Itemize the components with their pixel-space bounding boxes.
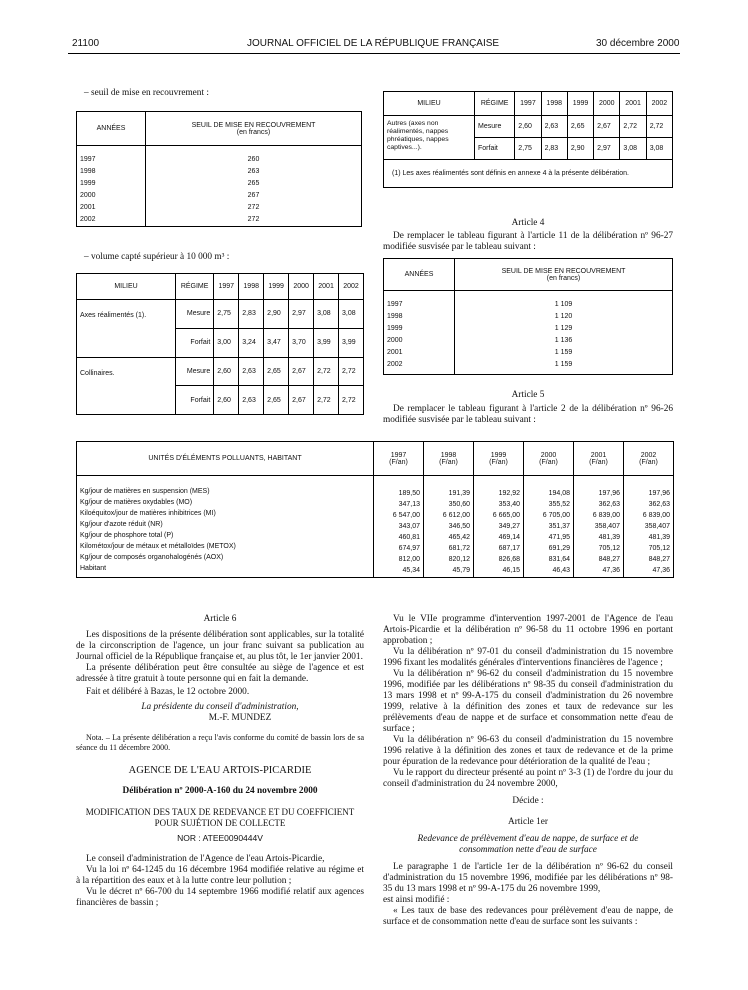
year: 1999 xyxy=(80,180,96,187)
rate-value: 46,15 xyxy=(502,566,520,574)
nor-code: NOR : ATEE0090444V xyxy=(177,833,263,843)
th-year: 2000 xyxy=(289,274,314,300)
rate-value: 46,43 xyxy=(552,566,570,574)
rate-value: 349,27 xyxy=(498,522,520,530)
seuil-value: 1 120 xyxy=(554,313,573,320)
deliberation-title: Délibération nº 2000-A-160 du 24 novembre 2000 xyxy=(122,786,318,796)
year: 1998 xyxy=(387,313,403,320)
rate-cell: 2,60 xyxy=(515,116,541,138)
article-1-title: Article 1er xyxy=(507,817,548,827)
vu-loi-paragraph: Vu la loi nº 64-1245 du 16 décembre 1964 modifiée relative au régime et à la répartition des eaux et à la lutte contre leur pollution ; xyxy=(76,865,364,886)
year: 1999 xyxy=(387,325,403,332)
right-column-bottom xyxy=(383,614,673,928)
year-label: 1997 xyxy=(390,451,407,459)
vu-rapport-paragraph: Vu le rapport du directeur présenté au point nº 3-3 (1) de l'ordre du jour du conseil d'administration du 24 novembre 2000, xyxy=(383,768,673,789)
rate-value: 45,79 xyxy=(452,566,470,574)
volume-intro: – volume capté supérieur à 10 000 m³ : xyxy=(84,252,230,262)
milieu-cell: Axes réalimentés (1). xyxy=(77,300,176,358)
rate-cell: 2,97 xyxy=(289,300,314,329)
milieu-table-1 xyxy=(76,273,364,415)
rate-value: 350,60 xyxy=(448,500,470,508)
rate-value: 191,39 xyxy=(448,489,470,497)
col-seuil-title: SEUIL DE MISE EN RECOUVREMENT xyxy=(191,121,316,129)
regime-cell: Forfait xyxy=(475,138,515,160)
rate-cell: 3,08 xyxy=(620,138,646,160)
year-label: 2000 xyxy=(540,451,557,459)
rate-cell: 2,63 xyxy=(239,386,264,415)
seuil-value: 272 xyxy=(247,204,260,211)
rate-cell: 2,65 xyxy=(264,386,289,415)
rate-cell: 3,70 xyxy=(289,328,314,357)
rate-value: 47,36 xyxy=(652,566,670,574)
rate-cell: 2,65 xyxy=(264,357,289,386)
polluants-table xyxy=(76,441,674,578)
rate-cell: 2,60 xyxy=(214,386,239,415)
seuil-value: 1 136 xyxy=(554,337,573,344)
label-column xyxy=(77,476,374,578)
rate-value: 687,17 xyxy=(498,544,520,552)
th-year: 2002 xyxy=(646,92,672,116)
vu-programme-paragraph: Vu le VIIe programme d'intervention 1997-2001 de l'Agence de l'eau Artois-Picardie et la délibération nº 96-58 du 11 octobre 1996 en portant approbation ; xyxy=(383,614,673,646)
pollutant-label: Kg/jour de composés organohalogénés (AOX) xyxy=(80,554,224,561)
th-year xyxy=(474,442,524,476)
th-year: 2000 xyxy=(594,92,620,116)
nota: Nota. – La présente délibération a reçu l'avis conforme du comité de bassin lors de sa séance du 11 décembre 2000. xyxy=(76,733,364,752)
article-6-title: Article 6 xyxy=(203,614,237,624)
regime-cell: Mesure xyxy=(176,357,214,386)
year: 1997 xyxy=(387,301,403,308)
seuil-value: 260 xyxy=(247,156,260,163)
rate-value: 192,92 xyxy=(498,489,520,497)
year: 2000 xyxy=(80,192,96,199)
vu-97-01-paragraph: Vu la délibération nº 97-01 du conseil d'administration du 15 novembre 1996 fixant les modalités générales d'interventions financières de l'agence ; xyxy=(383,647,673,668)
th-milieu: MILIEU xyxy=(77,274,176,300)
value-column xyxy=(624,476,674,578)
year: 2002 xyxy=(387,361,403,368)
rate-cell: 2,63 xyxy=(541,116,567,138)
year-label: 2001 xyxy=(590,451,607,459)
rate-cell: 2,90 xyxy=(567,138,593,160)
rate-value: 197,96 xyxy=(648,489,670,497)
rate-cell: 2,97 xyxy=(594,138,620,160)
value-column xyxy=(374,476,424,578)
year: 2002 xyxy=(80,216,96,223)
pollutant-label: Kg/jour de matières oxydables (MO) xyxy=(80,499,193,506)
th-year: 1999 xyxy=(264,274,289,300)
year-label: 1999 xyxy=(490,451,507,459)
seuil-table-2 xyxy=(383,258,673,375)
rate-value: 831,64 xyxy=(548,555,570,563)
th-year: 2001 xyxy=(620,92,646,116)
year-label: 1998 xyxy=(440,451,457,459)
pollutant-label: Habitant xyxy=(80,565,107,572)
rate-value: 691,29 xyxy=(548,544,570,552)
redevance-title: Redevance de prélèvement d'eau de nappe, de surface et de consommation nette d'eau de surface xyxy=(417,834,639,855)
article-6-p1: Les dispositions de la présente délibération sont applicables, sur la totalité de la circonscription de l'agence, un jour franc suivant sa publication au Journal officiel de la République française et, au plus tôt, le 1er janvier 2001. xyxy=(76,630,364,662)
seuil-value: 263 xyxy=(247,168,260,175)
unit-label: (F/an) xyxy=(489,458,508,466)
years-cell xyxy=(384,291,455,375)
journal-title: JOURNAL OFFICIEL DE LA RÉPUBLIQUE FRANÇAISE xyxy=(247,38,500,49)
rate-value: 6 665,00 xyxy=(492,511,520,519)
rate-value: 471,95 xyxy=(548,533,570,541)
agency-title: AGENCE DE L'EAU ARTOIS-PICARDIE xyxy=(128,765,312,776)
regime-cell: Forfait xyxy=(176,386,214,415)
rate-cell: 2,72 xyxy=(339,386,364,415)
col-seuil xyxy=(455,259,673,291)
year: 2000 xyxy=(387,337,403,344)
rate-cell: 2,67 xyxy=(289,386,314,415)
values-cell xyxy=(455,291,673,375)
unit-label: (F/an) xyxy=(389,458,408,466)
vu-decret-paragraph: Vu le décret nº 66-700 du 14 septembre 1966 modifié relatif aux agences financières de bassin ; xyxy=(76,887,364,908)
pollutant-label: Kg/jour de phosphore total (P) xyxy=(80,532,174,539)
col-annees: ANNÉES xyxy=(384,259,455,291)
th-year: 1998 xyxy=(541,92,567,116)
rate-value: 45,34 xyxy=(402,566,420,574)
rate-cell: 2,75 xyxy=(214,300,239,329)
rate-value: 705,12 xyxy=(598,544,620,552)
milieu-cell: Collinaires. xyxy=(77,357,176,415)
article-1-p1: Le paragraphe 1 de l'article 1er de la délibération nº 96-62 du conseil d'administration du 15 novembre 1996, modifiée par les délibérations nº 98-35 du 13 mars 1998 et nº 99-A-175 du 26 novembre 1999, xyxy=(383,862,673,894)
seuil-value: 1 129 xyxy=(554,325,573,332)
rate-cell: 2,83 xyxy=(541,138,567,160)
th-year: 1999 xyxy=(567,92,593,116)
article-1-p2: est ainsi modifié : xyxy=(383,895,450,905)
th-year: 2002 xyxy=(339,274,364,300)
rate-value: 681,72 xyxy=(448,544,470,552)
th-year xyxy=(524,442,574,476)
rate-value: 189,50 xyxy=(398,489,420,497)
rate-value: 6 547,00 xyxy=(392,511,420,519)
article-1-p3: « Les taux de base des redevances pour prélèvement d'eau de nappe, de surface et de consommation nette d'eau de surface sont les suivants : xyxy=(383,906,673,927)
value-column xyxy=(524,476,574,578)
year: 2001 xyxy=(387,349,403,356)
rate-value: 194,08 xyxy=(548,489,570,497)
th-regime: RÉGIME xyxy=(176,274,214,300)
year: 1998 xyxy=(80,168,96,175)
col-seuil-unit: (en francs) xyxy=(236,128,271,136)
article-4-title: Article 4 xyxy=(511,218,545,228)
col-seuil xyxy=(146,112,362,146)
seuil-value: 267 xyxy=(247,192,260,199)
rate-value: 848,27 xyxy=(598,555,620,563)
rate-value: 353,40 xyxy=(498,500,520,508)
rate-value: 481,39 xyxy=(598,533,620,541)
rate-cell: 2,72 xyxy=(314,386,339,415)
article-6-p3: Fait et délibéré à Bazas, le 12 octobre 2000. xyxy=(86,687,250,697)
th-regime: RÉGIME xyxy=(475,92,515,116)
modification-title: MODIFICATION DES TAUX DE REDEVANCE ET DU COEFFICIENT POUR SUJÉTION DE COLLECTE xyxy=(85,807,355,828)
vu-96-63-paragraph: Vu la délibération nº 96-63 du conseil d'administration du 15 novembre 1996 relative à la définition des zones et taux de redevance et de la prime pour épuration de la redevance pour détérioration de la qualité de l'eau ; xyxy=(383,735,673,767)
pollutant-label: Kiloéquitox/jour de matières inhibitrices (MI) xyxy=(80,510,216,517)
values-cell xyxy=(146,146,362,227)
rate-value: 848,27 xyxy=(648,555,670,563)
regime-cell: Forfait xyxy=(176,328,214,357)
unit-label: (F/an) xyxy=(639,458,658,466)
pollutant-label: Kg/jour de matières en suspension (MES) xyxy=(80,488,210,495)
col-seuil-unit: (en francs) xyxy=(546,274,581,282)
rate-value: 351,37 xyxy=(548,522,570,530)
rate-value: 6 612,00 xyxy=(442,511,470,519)
rate-cell: 3,24 xyxy=(239,328,264,357)
rate-cell: 3,47 xyxy=(264,328,289,357)
regime-cell: Mesure xyxy=(176,300,214,329)
year: 2001 xyxy=(80,204,96,211)
th-year: 1997 xyxy=(515,92,541,116)
regime-cell: Mesure xyxy=(475,116,515,138)
rate-value: 460,81 xyxy=(398,533,420,541)
article-5-title: Article 5 xyxy=(511,390,545,400)
pollutant-label: Kg/jour d'azote réduit (NR) xyxy=(80,521,163,528)
seuil-value: 1 159 xyxy=(554,361,573,368)
signature-name: M.-F. MUNDEZ xyxy=(208,713,272,723)
rate-cell: 3,99 xyxy=(339,328,364,357)
pollutant-label: Kilométox/jour de métaux et métalloïdes (METOX) xyxy=(80,543,236,550)
rate-cell: 3,08 xyxy=(339,300,364,329)
rate-cell: 2,83 xyxy=(239,300,264,329)
unit-label: (F/an) xyxy=(589,458,608,466)
seuil-value: 1 109 xyxy=(554,301,573,308)
th-year: 1997 xyxy=(214,274,239,300)
years-cell xyxy=(77,146,146,227)
rate-cell: 2,63 xyxy=(239,357,264,386)
col-annees: ANNÉES xyxy=(77,112,146,146)
rate-value: 358,407 xyxy=(644,522,670,530)
year-label: 2002 xyxy=(640,451,657,459)
vu-96-62-paragraph: Vu la délibération nº 96-62 du conseil d'administration du 15 novembre 1996, modifiée par les délibérations nº 98-35 du conseil d'administration du 13 mars 1998 et nº 99-A-175 du conseil d'administration du 26 novembre 1999, relative à la définition des zones et taux de redevance sur les prélèvements d'eau de nappe et de surface et consommation nette d'eau de surface ; xyxy=(383,669,673,734)
article-5-paragraph: De remplacer le tableau figurant à l'article 2 de la délibération nº 96-26 modifiée susvisée par le tableau suivant : xyxy=(383,404,673,425)
rate-cell: 2,72 xyxy=(314,357,339,386)
unit-label: (F/an) xyxy=(439,458,458,466)
rate-value: 47,36 xyxy=(602,566,620,574)
signature-role: La présidente du conseil d'administration, xyxy=(141,702,299,712)
header-rule xyxy=(68,53,680,54)
seuil-table-1 xyxy=(76,111,362,227)
rate-value: 481,39 xyxy=(648,533,670,541)
rate-value: 362,63 xyxy=(648,500,670,508)
rate-cell: 2,65 xyxy=(567,116,593,138)
th-year xyxy=(374,442,424,476)
article-4-paragraph: De remplacer le tableau figurant à l'article 11 de la délibération nº 96-27 modifiée susvisée par le tableau suivant : xyxy=(383,231,673,252)
rate-cell: 2,72 xyxy=(620,116,646,138)
article-5-text xyxy=(383,404,673,426)
rate-cell: 2,72 xyxy=(646,116,672,138)
col-seuil-title: SEUIL DE MISE EN RECOUVREMENT xyxy=(501,267,626,275)
rate-cell: 2,90 xyxy=(264,300,289,329)
rate-value: 465,42 xyxy=(448,533,470,541)
rate-value: 343,07 xyxy=(398,522,420,530)
rate-value: 6 839,00 xyxy=(642,511,670,519)
rate-cell: 3,00 xyxy=(214,328,239,357)
th-year xyxy=(424,442,474,476)
page-number: 21100 xyxy=(72,38,100,49)
rate-value: 826,68 xyxy=(498,555,520,563)
rate-cell: 2,67 xyxy=(289,357,314,386)
seuil-value: 1 159 xyxy=(554,349,573,356)
seuil-value: 272 xyxy=(247,216,260,223)
rate-value: 469,14 xyxy=(498,533,520,541)
th-year xyxy=(574,442,624,476)
value-column xyxy=(574,476,624,578)
rate-cell: 2,75 xyxy=(515,138,541,160)
rate-cell: 3,08 xyxy=(314,300,339,329)
milieu-cell: Autres (axes non réalimentés, nappes phréatiques, nappes captives...). xyxy=(384,116,475,160)
article-6-p2: La présente délibération peut être consultée au siège de l'agence et est adressée à titre gratuit à toute personne qui en fait la demande. xyxy=(76,663,364,684)
value-column xyxy=(424,476,474,578)
milieu-table-2 xyxy=(383,91,673,188)
rate-value: 197,96 xyxy=(598,489,620,497)
th-year xyxy=(624,442,674,476)
rate-value: 674,97 xyxy=(398,544,420,552)
year: 1997 xyxy=(80,156,96,163)
th-units: UNITÉS D'ÉLÉMENTS POLLUANTS, HABITANT xyxy=(77,442,374,476)
rate-cell: 2,60 xyxy=(214,357,239,386)
rate-value: 812,00 xyxy=(398,555,420,563)
decide-label: Décide : xyxy=(512,796,544,806)
th-year: 2001 xyxy=(314,274,339,300)
rate-cell: 2,67 xyxy=(594,116,620,138)
rate-cell: 3,08 xyxy=(646,138,672,160)
article-4-text xyxy=(383,231,673,253)
seuil-value: 265 xyxy=(247,180,260,187)
seuil-intro: – seuil de mise en recouvrement : xyxy=(84,88,209,98)
rate-value: 6 839,00 xyxy=(592,511,620,519)
rate-cell: 3,99 xyxy=(314,328,339,357)
th-milieu: MILIEU xyxy=(384,92,475,116)
rate-value: 362,63 xyxy=(598,500,620,508)
page-date: 30 décembre 2000 xyxy=(596,38,680,49)
table-footnote: (1) Les axes réalimentés sont définis en annexe 4 à la présente délibération. xyxy=(384,160,673,188)
unit-label: (F/an) xyxy=(539,458,558,466)
rate-value: 705,12 xyxy=(648,544,670,552)
rate-value: 358,407 xyxy=(594,522,620,530)
conseil-paragraph: Le conseil d'administration de l'Agence de l'eau Artois-Picardie, xyxy=(86,854,325,864)
rate-value: 347,13 xyxy=(398,500,420,508)
th-year: 1998 xyxy=(239,274,264,300)
rate-cell: 2,72 xyxy=(339,357,364,386)
rate-value: 6 705,00 xyxy=(542,511,570,519)
rate-value: 820,12 xyxy=(448,555,470,563)
rate-value: 355,52 xyxy=(548,500,570,508)
value-column xyxy=(474,476,524,578)
rate-value: 346,50 xyxy=(448,522,470,530)
left-column-bottom xyxy=(76,614,364,909)
